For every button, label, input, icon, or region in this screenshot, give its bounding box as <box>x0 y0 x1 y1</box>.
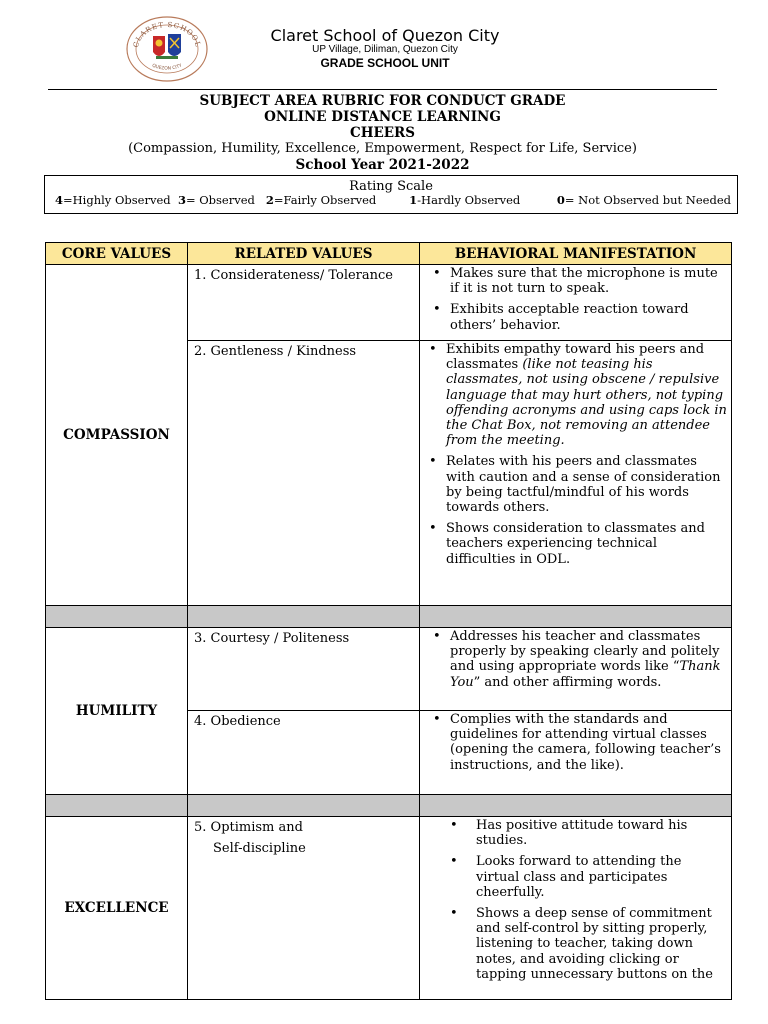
related-value: 1. Considerateness/ Tolerance <box>188 265 420 341</box>
rating-item: 3= Observed <box>177 193 255 207</box>
rating-item: 1-Hardly Observed <box>409 193 521 207</box>
related-value: 4. Obedience <box>188 711 420 795</box>
list-item: • Makes sure that the microphone is mute if it is not turn to speak. <box>450 266 727 296</box>
table-row <box>46 817 732 1000</box>
header-divider <box>48 89 717 90</box>
document-titles <box>48 93 717 173</box>
related-value: 2. Gentleness / Kindness <box>188 341 420 606</box>
rating-scale-box <box>44 175 738 214</box>
title-line-1: SUBJECT AREA RUBRIC FOR CONDUCT GRADE <box>199 93 566 109</box>
rating-item: 4=Highly Observed <box>55 193 171 207</box>
related-value: 3. Courtesy / Politeness <box>188 628 420 711</box>
school-logo <box>126 16 208 82</box>
list-item: • Shows a deep sense of commitment and self-control by sitting properly, listening to teacher, taking down notes, and avoiding clicking or tapping unnecessary buttons on the <box>476 906 727 982</box>
table-row <box>46 265 732 341</box>
school-unit: GRADE SCHOOL UNIT <box>320 56 450 70</box>
school-name: Claret School of Quezon City <box>270 26 500 45</box>
related-value-line: 5. Optimism and <box>194 820 303 835</box>
behavior-cell <box>420 341 732 606</box>
list-item: • Exhibits acceptable reaction toward others’ behavior. <box>450 302 727 332</box>
separator-row <box>46 795 732 817</box>
behavior-cell <box>420 711 732 795</box>
svg-text:CLARET SCHOOL <box>132 21 202 48</box>
list-item: • Has positive attitude toward his studies. <box>476 818 727 848</box>
header-related-values: RELATED VALUES <box>188 243 420 265</box>
core-value-humility: HUMILITY <box>46 628 188 795</box>
svg-text:QUEZON CITY <box>151 63 183 72</box>
behavior-cell <box>420 628 732 711</box>
related-value-line: Self-discipline <box>213 841 306 856</box>
list-item: • Addresses his teacher and classmates properly by speaking clearly and politely and using appropriate words like “Thank You” and other affirming words. <box>450 629 727 690</box>
rating-item: 2=Fairly Observed <box>265 193 377 207</box>
rubric-table <box>45 242 732 1000</box>
title-line-3: CHEERS <box>349 125 416 141</box>
behavior-cell <box>420 265 732 341</box>
header-core-values: CORE VALUES <box>46 243 188 265</box>
list-item: • Looks forward to attending the virtual class and participates cheerfully. <box>476 854 727 900</box>
table-row <box>46 628 732 711</box>
list-item: • Complies with the standards and guidelines for attending virtual classes (opening the camera, following teacher’s instructions, and the like). <box>450 712 727 773</box>
logo-top-text: CLARET SCHOOL <box>131 20 203 49</box>
separator-row <box>46 606 732 628</box>
behavior-cell <box>420 817 732 1000</box>
school-address: UP Village, Diliman, Quezon City <box>312 44 458 55</box>
title-line-2: ONLINE DISTANCE LEARNING <box>264 109 501 125</box>
table-header-row <box>46 243 732 265</box>
list-item: • Exhibits empathy toward his peers and classmates (like not teasing his classmates, not using obscene / repulsive language that may hurt others, not typing offending acronyms and using caps lock in the Chat Box, not removing an attendee from the meeting. <box>446 342 727 448</box>
list-item: • Shows consideration to classmates and teachers experiencing technical difficulties in ODL. <box>446 521 727 567</box>
related-value <box>188 817 420 1000</box>
rating-scale-items <box>45 194 737 207</box>
rating-scale-title: Rating Scale <box>349 179 433 194</box>
core-value-compassion: COMPASSION <box>46 265 188 606</box>
school-year: School Year 2021-2022 <box>295 157 470 173</box>
core-value-excellence: EXCELLENCE <box>46 817 188 1000</box>
header-behavioral-manifestation: BEHAVIORAL MANIFESTATION <box>420 243 732 265</box>
list-item: • Relates with his peers and classmates with caution and a sense of consideration by being tactful/mindful of his words towards others. <box>446 454 727 515</box>
core-values-list: (Compassion, Humility, Excellence, Empowerment, Respect for Life, Service) <box>128 141 637 156</box>
rating-item: 0= Not Observed but Needed <box>556 193 731 207</box>
logo-bottom-text: QUEZON CITY <box>151 63 183 72</box>
